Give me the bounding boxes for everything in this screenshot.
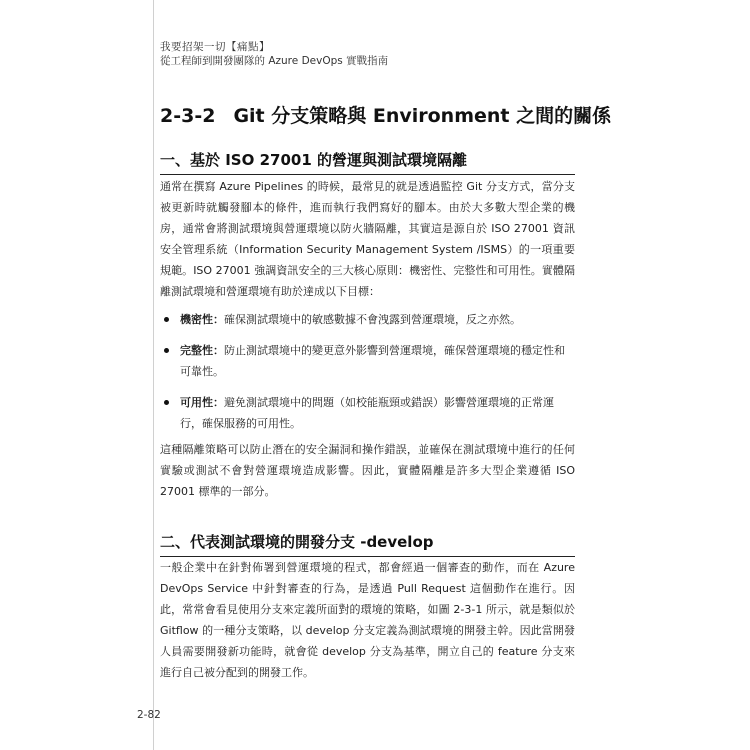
bullet-list xyxy=(160,309,575,444)
bullet-icon xyxy=(164,317,169,322)
subsection-heading-1: 一、基於 ISO 27001 的營運與測試環境隔離 xyxy=(160,149,575,175)
list-item xyxy=(160,392,575,434)
paragraph-develop: 一般企業中在針對佈署到營運環境的程式，都會經過一個審查的動作，而在 Azure DevOps Service 中針對審查的行為，是透過 Pull Request 這個動作在進行。因此，常常會看見使用分支來定義所面對的環境的策略，如圖 2-3-1 所示，就是類似於 Gitflow 的一種分支策略，以 develop 分支定義為測試環境的開發主幹。因此當開發人員需要開發新功能時，就會從 develop 分支為基準，開立自己的 feature 分支來進行自己被分配到的開發工作。 xyxy=(160,561,575,679)
bullet-icon xyxy=(164,400,169,405)
bullet-text: 確保測試環境中的敏感數據不會洩露到營運環境，反之亦然。 xyxy=(224,313,521,326)
bullet-icon xyxy=(164,348,169,353)
running-header-subtitle: 從工程師到開發團隊的 Azure DevOps 實戰指南 xyxy=(160,55,389,67)
margin-rule xyxy=(153,0,154,750)
page-number: 2-82 xyxy=(137,709,161,721)
section-number: 2-3-2 xyxy=(160,105,216,127)
bullet-term: 完整性： xyxy=(180,344,224,357)
book-page xyxy=(160,0,612,750)
list-item xyxy=(160,309,575,330)
paragraph-intro: 通常在撰寫 Azure Pipelines 的時候，最常見的就是透過監控 Git 分支方式，當分支被更新時就觸發腳本的條件，進而執行我們寫好的腳本。由於大多數大型企業的機房，通常會將測試環境與營運環境以防火牆隔離，其實這是源自於 ISO 27001 資訊安全管理系統（Information Security Management System /ISMS）的一項重要規範。ISO 27001 強調資訊安全的三大核心原則：機密性、完整性和可用性。實體隔離測試環境和營運環境有助於達成以下目標： xyxy=(160,180,575,298)
paragraph-isolation: 這種隔離策略可以防止潛在的安全漏洞和操作錯誤，並確保在測試環境中進行的任何實驗或測試不會對營運環境造成影響。因此，實體隔離是許多大型企業遵循 ISO 27001 標準的一部分。 xyxy=(160,443,575,498)
subsection-heading-2: 二、代表測試環境的開發分支 -develop xyxy=(160,531,575,557)
list-item xyxy=(160,340,575,382)
section-title xyxy=(160,101,611,128)
bullet-text: 防止測試環境中的變更意外影響到營運環境，確保營運環境的穩定性和可靠性。 xyxy=(180,344,565,378)
running-header-title: 我要招架一切【痛點】 xyxy=(160,41,270,53)
bullet-text: 避免測試環境中的問題（如校能瓶頸或錯誤）影響營運環境的正常運行，確保服務的可用性。 xyxy=(180,396,554,430)
section-heading: Git 分支策略與 Environment 之間的關係 xyxy=(233,105,612,127)
bullet-term: 可用性： xyxy=(180,396,224,409)
bullet-term: 機密性： xyxy=(180,313,224,326)
